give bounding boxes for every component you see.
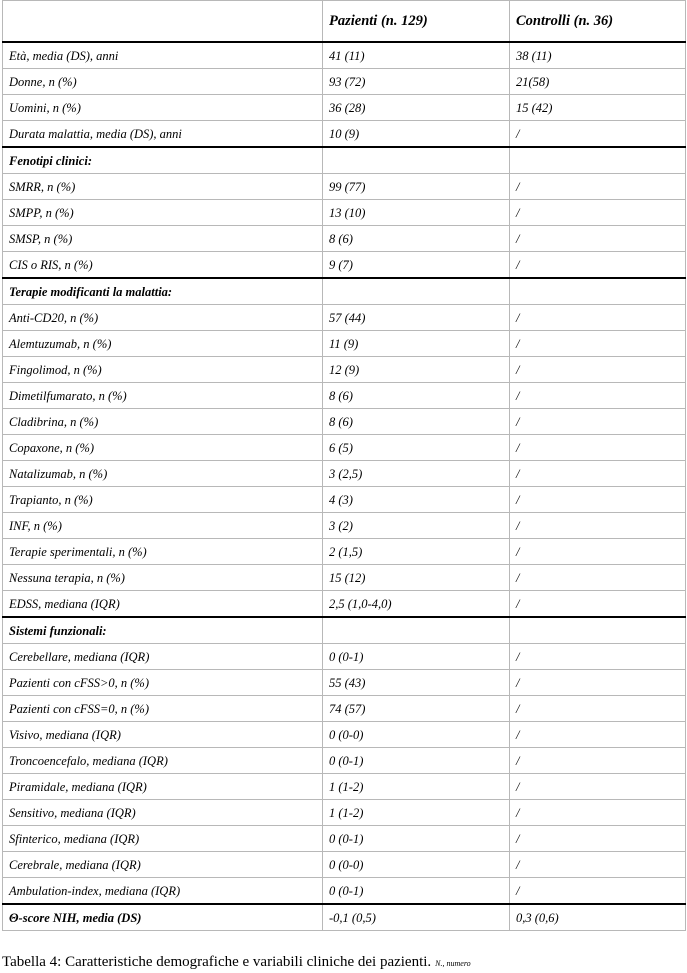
table-row <box>3 696 686 722</box>
controlli-value: / <box>510 200 686 226</box>
pazienti-value: 9 (7) <box>323 252 510 279</box>
controlli-value <box>510 147 686 174</box>
row-label: Troncoencefalo, mediana (IQR) <box>3 748 323 774</box>
controlli-value: / <box>510 774 686 800</box>
row-label: Ambulation-index, mediana (IQR) <box>3 878 323 905</box>
pazienti-value: 11 (9) <box>323 331 510 357</box>
controlli-value: 38 (11) <box>510 42 686 69</box>
table-row <box>3 904 686 931</box>
header-empty-cell <box>3 1 323 43</box>
pazienti-value: 0 (0-1) <box>323 878 510 905</box>
table-row <box>3 617 686 644</box>
controlli-value: 0,3 (0,6) <box>510 904 686 931</box>
row-label: Uomini, n (%) <box>3 95 323 121</box>
header-pazienti: Pazienti (n. 129) <box>323 1 510 43</box>
table-row <box>3 774 686 800</box>
table-row <box>3 305 686 331</box>
table-caption <box>2 953 685 973</box>
table-row <box>3 826 686 852</box>
table-row <box>3 539 686 565</box>
clinical-characteristics-table <box>2 0 686 931</box>
pazienti-value <box>323 278 510 305</box>
row-label: Trapianto, n (%) <box>3 487 323 513</box>
row-label: Cerebrale, mediana (IQR) <box>3 852 323 878</box>
controlli-value: / <box>510 722 686 748</box>
controlli-value: / <box>510 435 686 461</box>
controlli-value: 21(58) <box>510 69 686 95</box>
controlli-value: / <box>510 409 686 435</box>
pazienti-value: 74 (57) <box>323 696 510 722</box>
row-label: SMPP, n (%) <box>3 200 323 226</box>
pazienti-value: 10 (9) <box>323 121 510 148</box>
row-label: Sfinterico, mediana (IQR) <box>3 826 323 852</box>
table-body <box>3 42 686 931</box>
controlli-value: / <box>510 670 686 696</box>
controlli-value: / <box>510 331 686 357</box>
pazienti-value: 0 (0-1) <box>323 644 510 670</box>
header-controlli: Controlli (n. 36) <box>510 1 686 43</box>
row-label: Sistemi funzionali: <box>3 617 323 644</box>
pazienti-value: 55 (43) <box>323 670 510 696</box>
row-label: Anti-CD20, n (%) <box>3 305 323 331</box>
controlli-value: / <box>510 539 686 565</box>
row-label: Copaxone, n (%) <box>3 435 323 461</box>
controlli-value: / <box>510 748 686 774</box>
pazienti-value: 8 (6) <box>323 409 510 435</box>
row-label: Fingolimod, n (%) <box>3 357 323 383</box>
table-row <box>3 487 686 513</box>
pazienti-value: 4 (3) <box>323 487 510 513</box>
row-label: INF, n (%) <box>3 513 323 539</box>
controlli-value: / <box>510 357 686 383</box>
table-row <box>3 331 686 357</box>
pazienti-value: 6 (5) <box>323 435 510 461</box>
row-label: Durata malattia, media (DS), anni <box>3 121 323 148</box>
pazienti-value: 36 (28) <box>323 95 510 121</box>
controlli-value: / <box>510 878 686 905</box>
caption-note: N., numero <box>435 959 471 968</box>
pazienti-value <box>323 147 510 174</box>
pazienti-value: 1 (1-2) <box>323 774 510 800</box>
pazienti-value: 0 (0-0) <box>323 722 510 748</box>
table-row <box>3 147 686 174</box>
row-label: CIS o RIS, n (%) <box>3 252 323 279</box>
row-label: SMSP, n (%) <box>3 226 323 252</box>
table-row <box>3 670 686 696</box>
row-label: Nessuna terapia, n (%) <box>3 565 323 591</box>
table-row <box>3 722 686 748</box>
table-row <box>3 565 686 591</box>
controlli-value: / <box>510 513 686 539</box>
controlli-value: / <box>510 383 686 409</box>
table-row <box>3 174 686 200</box>
caption-text: Tabella 4: Caratteristiche demografiche e variabili cliniche dei pazienti. <box>2 954 432 970</box>
row-label: Cladibrina, n (%) <box>3 409 323 435</box>
row-label: Θ-score NIH, media (DS) <box>3 904 323 931</box>
controlli-value: / <box>510 800 686 826</box>
table-row <box>3 121 686 148</box>
row-label: Pazienti con cFSS=0, n (%) <box>3 696 323 722</box>
table-row <box>3 644 686 670</box>
row-label: EDSS, mediana (IQR) <box>3 591 323 618</box>
pazienti-value: 13 (10) <box>323 200 510 226</box>
controlli-value: / <box>510 487 686 513</box>
table-header-row <box>3 1 686 43</box>
pazienti-value: 12 (9) <box>323 357 510 383</box>
row-label: Terapie sperimentali, n (%) <box>3 539 323 565</box>
pazienti-value: 0 (0-0) <box>323 852 510 878</box>
row-label: Donne, n (%) <box>3 69 323 95</box>
controlli-value: / <box>510 852 686 878</box>
controlli-value <box>510 617 686 644</box>
table-row <box>3 95 686 121</box>
controlli-value: / <box>510 591 686 618</box>
controlli-value: / <box>510 461 686 487</box>
row-label: Visivo, mediana (IQR) <box>3 722 323 748</box>
row-label: Piramidale, mediana (IQR) <box>3 774 323 800</box>
row-label: Alemtuzumab, n (%) <box>3 331 323 357</box>
table-row <box>3 461 686 487</box>
controlli-value: / <box>510 696 686 722</box>
controlli-value: 15 (42) <box>510 95 686 121</box>
row-label: Sensitivo, mediana (IQR) <box>3 800 323 826</box>
table-row <box>3 226 686 252</box>
pazienti-value: 41 (11) <box>323 42 510 69</box>
row-label: Cerebellare, mediana (IQR) <box>3 644 323 670</box>
pazienti-value: 0 (0-1) <box>323 826 510 852</box>
pazienti-value: -0,1 (0,5) <box>323 904 510 931</box>
row-label: Fenotipi clinici: <box>3 147 323 174</box>
pazienti-value: 2,5 (1,0-4,0) <box>323 591 510 618</box>
table-row <box>3 357 686 383</box>
controlli-value: / <box>510 644 686 670</box>
table-row <box>3 252 686 279</box>
row-label: Pazienti con cFSS>0, n (%) <box>3 670 323 696</box>
table-row <box>3 278 686 305</box>
pazienti-value: 3 (2) <box>323 513 510 539</box>
pazienti-value: 8 (6) <box>323 226 510 252</box>
pazienti-value: 8 (6) <box>323 383 510 409</box>
pazienti-value: 2 (1,5) <box>323 539 510 565</box>
table-row <box>3 513 686 539</box>
pazienti-value: 0 (0-1) <box>323 748 510 774</box>
table-row <box>3 852 686 878</box>
table-row <box>3 42 686 69</box>
table-row <box>3 200 686 226</box>
table-row <box>3 383 686 409</box>
pazienti-value: 93 (72) <box>323 69 510 95</box>
controlli-value: / <box>510 252 686 279</box>
pazienti-value: 15 (12) <box>323 565 510 591</box>
row-label: Natalizumab, n (%) <box>3 461 323 487</box>
controlli-value: / <box>510 565 686 591</box>
table-row <box>3 800 686 826</box>
pazienti-value: 1 (1-2) <box>323 800 510 826</box>
table-row <box>3 878 686 905</box>
table-row <box>3 748 686 774</box>
controlli-value: / <box>510 121 686 148</box>
pazienti-value <box>323 617 510 644</box>
pazienti-value: 57 (44) <box>323 305 510 331</box>
pazienti-value: 99 (77) <box>323 174 510 200</box>
row-label: Terapie modificanti la malattia: <box>3 278 323 305</box>
table-row <box>3 591 686 618</box>
controlli-value: / <box>510 305 686 331</box>
pazienti-value: 3 (2,5) <box>323 461 510 487</box>
row-label: SMRR, n (%) <box>3 174 323 200</box>
controlli-value: / <box>510 826 686 852</box>
controlli-value: / <box>510 174 686 200</box>
controlli-value <box>510 278 686 305</box>
table-row <box>3 69 686 95</box>
controlli-value: / <box>510 226 686 252</box>
row-label: Età, media (DS), anni <box>3 42 323 69</box>
table-row <box>3 435 686 461</box>
table-row <box>3 409 686 435</box>
row-label: Dimetilfumarato, n (%) <box>3 383 323 409</box>
